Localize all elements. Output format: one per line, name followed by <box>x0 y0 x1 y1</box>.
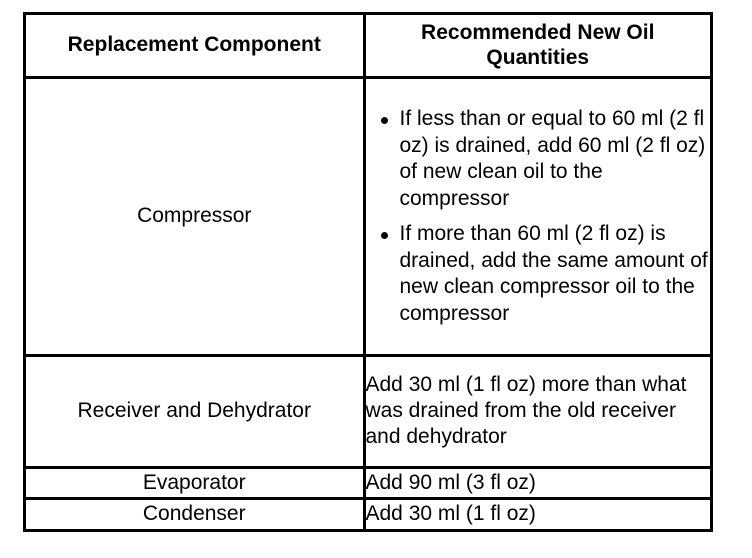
bullet-text: If less than or equal to 60 ml (2 fl oz) is drained, add 60 ml (2 fl oz) of new clean oil to the compressor <box>399 107 706 210</box>
component-cell: Receiver and Dehydrator <box>26 355 364 467</box>
bullet-icon <box>381 232 388 239</box>
header-row <box>26 15 710 77</box>
quantity-cell <box>364 467 710 498</box>
quantity-bullet-list <box>366 106 711 327</box>
oil-quantity-table <box>26 15 710 529</box>
list-item <box>400 106 711 212</box>
bullet-text: If more than 60 ml (2 fl oz) is drained, add the same amount of new clean compressor oil to the compressor <box>399 222 708 325</box>
component-cell: Condenser <box>26 498 364 529</box>
table-row <box>26 498 710 529</box>
header-recommended-oil-line1: Recommended New Oil <box>421 21 655 45</box>
header-recommended-oil <box>364 15 710 77</box>
component-cell: Evaporator <box>26 467 364 498</box>
header-recommended-oil-line2: Quantities <box>486 46 590 70</box>
quantity-text: Add 90 ml (3 fl oz) <box>365 470 536 494</box>
header-replacement-component: Replacement Component <box>26 15 364 77</box>
table-row <box>26 77 710 355</box>
oil-quantity-table-frame <box>23 12 713 532</box>
quantity-text: Add 30 ml (1 fl oz) <box>365 502 536 526</box>
table-row <box>26 355 710 467</box>
quantity-cell <box>364 77 710 355</box>
quantity-cell <box>364 498 710 529</box>
bullet-icon <box>381 117 388 124</box>
component-cell: Compressor <box>26 77 364 355</box>
quantity-cell <box>364 355 710 467</box>
quantity-text: Add 30 ml (1 fl oz) more than what was drained from the old receiver and dehydrator <box>365 373 687 448</box>
table-row <box>26 467 710 498</box>
list-item <box>400 221 711 327</box>
